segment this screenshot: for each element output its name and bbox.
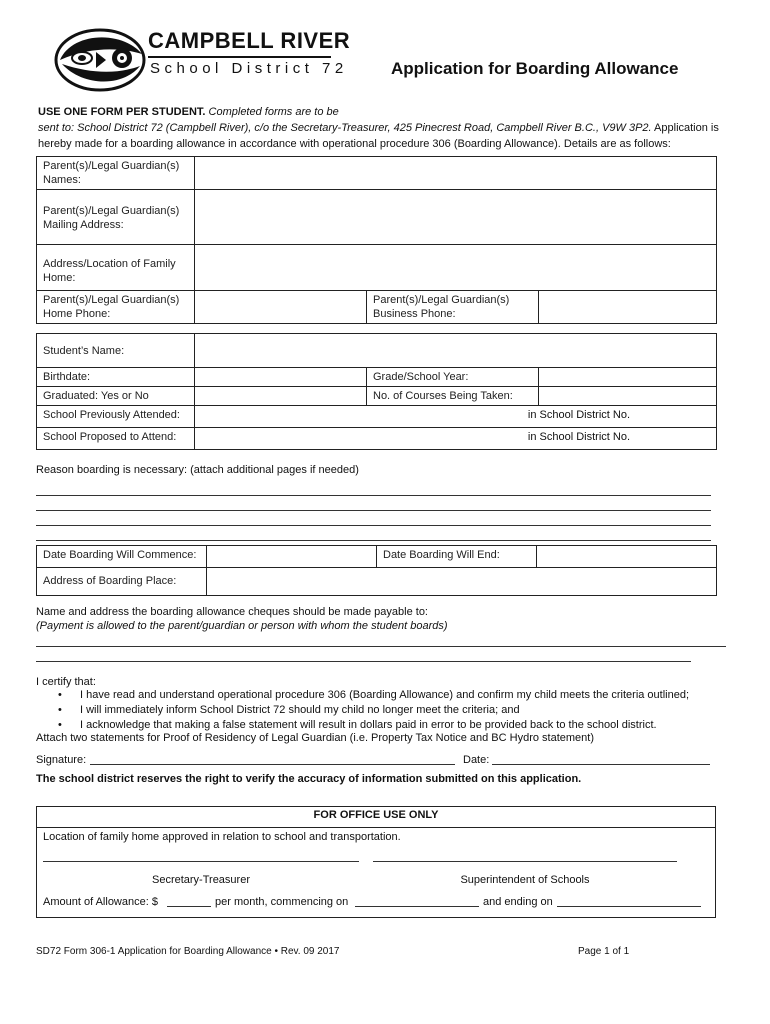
reason-lines[interactable] <box>36 482 711 541</box>
salmon-logo-icon <box>52 24 148 96</box>
grade-label: Grade/School Year: <box>367 368 539 387</box>
certify-list <box>58 688 689 733</box>
end-label: Date Boarding Will End: <box>377 546 537 568</box>
list-item: • I will immediately inform School District 72 should my child no longer meet the criteria; and <box>58 704 520 716</box>
amount-line[interactable] <box>167 906 211 907</box>
boarding-place-field[interactable] <box>207 568 717 596</box>
logo-divider <box>148 56 331 58</box>
prev-school-field[interactable] <box>195 406 717 428</box>
superintendent-label: Superintendent of Schools <box>460 874 590 886</box>
boarding-table <box>36 545 717 596</box>
family-home-field[interactable] <box>195 245 717 291</box>
list-item: • I have read and understand operational procedure 306 (Boarding Allowance) and confirm my child meets the criteria outlined; <box>58 689 690 701</box>
page-title: Application for Boarding Allowance <box>391 59 679 78</box>
logo-title: CAMPBELL RIVER <box>148 28 351 53</box>
business-phone-field[interactable] <box>539 291 717 324</box>
prev-school-label: School Previously Attended: <box>37 406 195 428</box>
intro-italic-2: sent to: School District 72 (Campbell River), c/o the Secretary-Treasurer, 425 Pinecrest Road, Campbell River B.C., V9W 3P2. <box>38 122 652 134</box>
footer-form-id: SD72 Form 306-1 Application for Boarding Allowance • Rev. 09 2017 <box>36 946 340 957</box>
proposed-school-label: School Proposed to Attend: <box>37 428 195 450</box>
amount-label: Amount of Allowance: $ <box>43 896 158 908</box>
mailing-address-label: Parent(s)/Legal Guardian(s) Mailing Address: <box>37 190 195 245</box>
intro-bold: USE ONE FORM PER STUDENT. <box>38 106 206 118</box>
parent-names-label: Parent(s)/Legal Guardian(s) Names: <box>37 157 195 190</box>
office-divider <box>37 827 715 828</box>
proposed-school-field[interactable] <box>195 428 717 450</box>
end-field[interactable] <box>537 546 717 568</box>
attach-note: Attach two statements for Proof of Residency of Legal Guardian (i.e. Property Tax Notice and BC Hydro statement) <box>36 732 595 744</box>
signature-line[interactable] <box>90 764 455 765</box>
intro-rest-2: hereby made for a boarding allowance in accordance with operational procedure 306 (Boarding Allowance). Details are as follows: <box>38 138 671 150</box>
date-line[interactable] <box>492 764 710 765</box>
office-use-box <box>36 806 716 918</box>
sec-treasurer-signature-line[interactable] <box>43 861 359 862</box>
parent-table <box>36 156 717 324</box>
list-item: • I acknowledge that making a false statement will result in dollars paid in error to be provided back to the school district. <box>58 719 657 731</box>
student-name-field[interactable] <box>195 334 717 368</box>
certify-intro: I certify that: <box>36 676 96 688</box>
grade-field[interactable] <box>539 368 717 387</box>
commence-field[interactable] <box>207 546 377 568</box>
office-title: FOR OFFICE USE ONLY <box>313 809 439 821</box>
intro-rest-1: Application is <box>654 122 719 134</box>
student-name-label: Student’s Name: <box>37 334 195 368</box>
birthdate-field[interactable] <box>195 368 367 387</box>
sec-treasurer-label: Secretary-Treasurer <box>151 874 250 886</box>
mailing-address-field[interactable] <box>195 190 717 245</box>
proposed-district-label: in School District No. <box>527 431 631 443</box>
home-phone-field[interactable] <box>195 291 367 324</box>
payable-lines[interactable] <box>36 636 726 662</box>
reason-label: Reason boarding is necessary: (attach additional pages if needed) <box>36 464 359 476</box>
commence-label: Date Boarding Will Commence: <box>37 546 207 568</box>
home-phone-label: Parent(s)/Legal Guardian(s) Home Phone: <box>37 291 195 324</box>
courses-field[interactable] <box>539 387 717 406</box>
courses-label: No. of Courses Being Taken: <box>367 387 539 406</box>
ending-line[interactable] <box>557 906 701 907</box>
intro-italic-1: Completed forms are to be <box>208 106 339 118</box>
payable-label: Name and address the boarding allowance cheques should be made payable to: <box>36 606 428 618</box>
footer-page: Page 1 of 1 <box>578 946 630 957</box>
birthdate-label: Birthdate: <box>37 368 195 387</box>
ending-on-label: and ending on <box>483 896 553 908</box>
superintendent-signature-line[interactable] <box>373 861 677 862</box>
payable-note: (Payment is allowed to the parent/guardian or person with whom the student boards) <box>36 620 448 632</box>
date-label: Date: <box>463 754 490 766</box>
parent-names-field[interactable] <box>195 157 717 190</box>
family-home-label: Address/Location of Family Home: <box>37 245 195 291</box>
prev-district-label: in School District No. <box>527 409 631 421</box>
commencing-line[interactable] <box>355 906 479 907</box>
logo-subtitle: School District 72 <box>150 60 348 77</box>
intro-text <box>38 104 738 152</box>
graduated-field[interactable] <box>195 387 367 406</box>
student-table <box>36 333 717 450</box>
per-month-label: per month, commencing on <box>215 896 349 908</box>
signature-label: Signature: <box>36 754 87 766</box>
graduated-label: Graduated: Yes or No <box>37 387 195 406</box>
boarding-place-label: Address of Boarding Place: <box>37 568 207 596</box>
business-phone-label: Parent(s)/Legal Guardian(s) Business Phone: <box>367 291 539 324</box>
verify-statement: The school district reserves the right to verify the accuracy of information submitted on this application. <box>36 773 582 785</box>
location-approved-label: Location of family home approved in relation to school and transportation. <box>43 831 401 843</box>
